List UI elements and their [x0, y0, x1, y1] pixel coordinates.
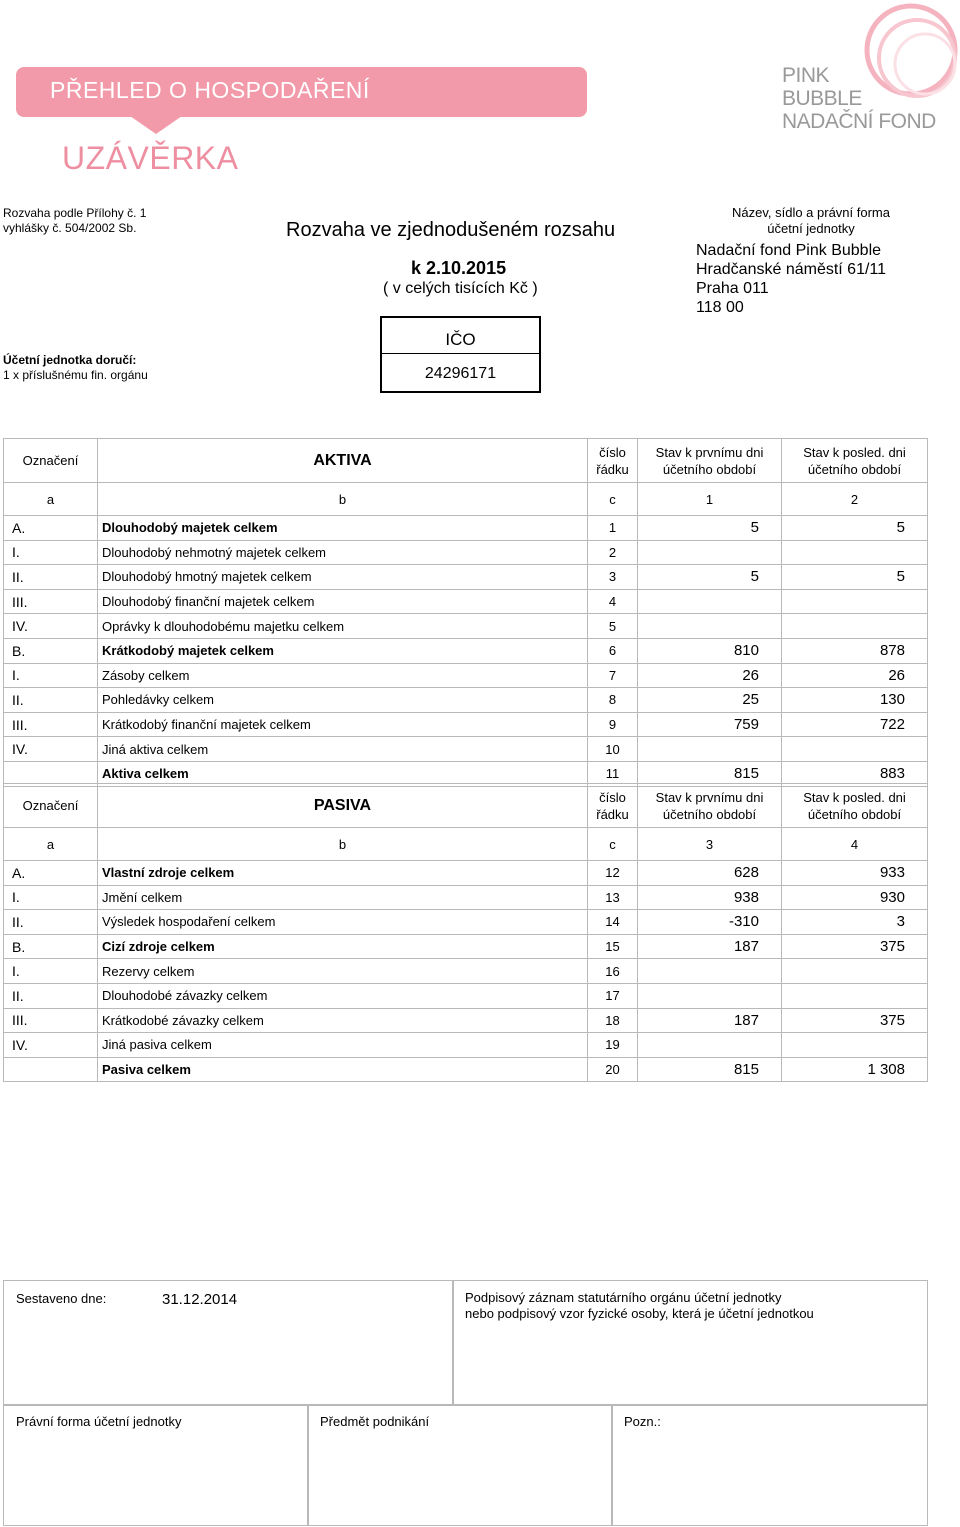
pasiva-row-value-first: 938 — [638, 885, 782, 910]
regulation-line-1: Rozvaha podle Přílohy č. 1 — [3, 206, 147, 220]
pasiva-row-value-last — [782, 959, 928, 984]
aktiva-row-name: Dlouhodobý hmotný majetek celkem — [98, 565, 588, 590]
aktiva-row-number: 5 — [588, 614, 638, 639]
aktiva-row-number: 1 — [588, 516, 638, 541]
note-box — [611, 1404, 928, 1526]
compiled-box — [3, 1280, 454, 1406]
aktiva-row — [4, 688, 928, 713]
aktiva-header-last: Stav k posled. dni účetního období — [782, 439, 928, 483]
aktiva-row — [4, 712, 928, 737]
logo-line-2: BUBBLE — [782, 87, 862, 110]
aktiva-row-mark: I. — [4, 540, 98, 565]
aktiva-header-num: číslo řádku — [588, 439, 638, 483]
signature-line-1: Podpisový záznam statutárního orgánu účetní jednotky — [465, 1290, 782, 1305]
pasiva-row-value-last — [782, 983, 928, 1008]
aktiva-row-value-first — [638, 737, 782, 762]
aktiva-row — [4, 516, 928, 541]
aktiva-row — [4, 737, 928, 762]
pasiva-header-title: PASIVA — [98, 784, 588, 828]
aktiva-row-mark: II. — [4, 565, 98, 590]
aktiva-row-name: Krátkodobý finanční majetek celkem — [98, 712, 588, 737]
aktiva-row-number: 8 — [588, 688, 638, 713]
pasiva-sub-a: a — [4, 828, 98, 861]
aktiva-row-value-last: 130 — [782, 688, 928, 713]
aktiva-row-mark: IV. — [4, 737, 98, 762]
aktiva-sub-1: 1 — [638, 483, 782, 516]
aktiva-row-mark: III. — [4, 589, 98, 614]
pasiva-header-num: číslo řádku — [588, 784, 638, 828]
aktiva-row-name: Aktiva celkem — [98, 761, 588, 786]
logo-line-1: PINK — [782, 64, 830, 87]
business-label: Předmět podnikání — [320, 1414, 430, 1429]
units-note: ( v celých tisících Kč ) — [383, 280, 538, 297]
aktiva-row-number: 10 — [588, 737, 638, 762]
aktiva-row-value-first: 759 — [638, 712, 782, 737]
aktiva-header-first: Stav k prvnímu dni účetního období — [638, 439, 782, 483]
pasiva-row-value-first — [638, 983, 782, 1008]
pasiva-row-value-first — [638, 959, 782, 984]
pasiva-row-value-first: 815 — [638, 1057, 782, 1082]
pasiva-row-name: Výsledek hospodaření celkem — [98, 910, 588, 935]
document-date: k 2.10.2015 — [411, 258, 507, 278]
signature-note — [465, 1290, 814, 1322]
aktiva-row-value-first: 5 — [638, 565, 782, 590]
signature-line-2: nebo podpisový vzor fyzické osoby, která je účetní jednotkou — [465, 1306, 814, 1321]
org-label-2: účetní jednotky — [767, 221, 855, 236]
aktiva-row-value-first: 26 — [638, 663, 782, 688]
pasiva-row-value-last: 375 — [782, 934, 928, 959]
pasiva-row-mark: I. — [4, 885, 98, 910]
aktiva-row-value-first: 815 — [638, 761, 782, 786]
document-title: Rozvaha ve zjednodušeném rozsahu — [286, 219, 616, 241]
aktiva-row-mark: A. — [4, 516, 98, 541]
pasiva-row-number: 15 — [588, 934, 638, 959]
ico-box — [380, 316, 541, 393]
aktiva-row-number: 7 — [588, 663, 638, 688]
aktiva-row — [4, 589, 928, 614]
pasiva-row-mark: IV. — [4, 1033, 98, 1058]
aktiva-row-value-first: 810 — [638, 638, 782, 663]
aktiva-subheader-row — [4, 483, 928, 516]
pasiva-row-name: Jiná pasiva celkem — [98, 1033, 588, 1058]
note-label: Pozn.: — [624, 1414, 661, 1429]
pasiva-row-name: Jmění celkem — [98, 885, 588, 910]
org-address — [696, 241, 886, 317]
business-box — [307, 1404, 613, 1526]
aktiva-sub-2: 2 — [782, 483, 928, 516]
aktiva-row-number: 2 — [588, 540, 638, 565]
aktiva-row-mark: III. — [4, 712, 98, 737]
org-label-1: Název, sídlo a právní forma — [732, 205, 890, 220]
regulation-line-2: vyhlášky č. 504/2002 Sb. — [3, 221, 137, 235]
org-name: Nadační fond Pink Bubble — [696, 242, 882, 259]
aktiva-header-mark: Označení — [4, 439, 98, 483]
ico-value: 24296171 — [424, 365, 497, 382]
pasiva-row-name: Rezervy celkem — [98, 959, 588, 984]
pasiva-header-first: Stav k prvnímu dni účetního období — [638, 784, 782, 828]
pasiva-row-value-last — [782, 1033, 928, 1058]
pasiva-header-row — [4, 784, 928, 828]
pasiva-subheader-row — [4, 828, 928, 861]
pasiva-row-mark: III. — [4, 1008, 98, 1033]
aktiva-row-number: 9 — [588, 712, 638, 737]
pasiva-row-mark: B. — [4, 934, 98, 959]
aktiva-row-value-first — [638, 540, 782, 565]
pasiva-sub-4: 4 — [782, 828, 928, 861]
aktiva-row-number: 6 — [588, 638, 638, 663]
pasiva-row-name: Dlouhodobé závazky celkem — [98, 983, 588, 1008]
aktiva-row-mark: IV. — [4, 614, 98, 639]
pasiva-row-number: 14 — [588, 910, 638, 935]
pasiva-row-mark: I. — [4, 959, 98, 984]
pasiva-sub-3: 3 — [638, 828, 782, 861]
aktiva-header-row — [4, 439, 928, 483]
pasiva-row-mark: II. — [4, 910, 98, 935]
aktiva-sub-a: a — [4, 483, 98, 516]
signature-box — [452, 1280, 928, 1406]
pasiva-row-value-last: 933 — [782, 861, 928, 886]
aktiva-row-name: Pohledávky celkem — [98, 688, 588, 713]
pasiva-row-value-first: 187 — [638, 934, 782, 959]
aktiva-row-value-last: 26 — [782, 663, 928, 688]
aktiva-row-name: Zásoby celkem — [98, 663, 588, 688]
aktiva-row-value-first: 25 — [638, 688, 782, 713]
pasiva-row-name: Cizí zdroje celkem — [98, 934, 588, 959]
aktiva-row-value-last: 883 — [782, 761, 928, 786]
aktiva-row — [4, 614, 928, 639]
aktiva-row-number: 4 — [588, 589, 638, 614]
pasiva-row — [4, 885, 928, 910]
pasiva-row — [4, 1008, 928, 1033]
pasiva-row-mark: A. — [4, 861, 98, 886]
aktiva-table — [3, 438, 928, 787]
pasiva-row-value-last: 3 — [782, 910, 928, 935]
pasiva-row — [4, 861, 928, 886]
aktiva-row-value-last — [782, 737, 928, 762]
pasiva-row-value-last: 375 — [782, 1008, 928, 1033]
pasiva-row — [4, 1057, 928, 1082]
pasiva-row — [4, 910, 928, 935]
pasiva-sub-b: b — [98, 828, 588, 861]
pasiva-row-number: 17 — [588, 983, 638, 1008]
pasiva-header-last: Stav k posled. dni účetního období — [782, 784, 928, 828]
logo-text — [782, 64, 936, 133]
pasiva-row-number: 13 — [588, 885, 638, 910]
pasiva-row-mark — [4, 1057, 98, 1082]
aktiva-row-mark: II. — [4, 688, 98, 713]
pasiva-row-number: 18 — [588, 1008, 638, 1033]
org-city: Praha 011 — [696, 280, 769, 297]
aktiva-row-value-last — [782, 614, 928, 639]
pasiva-row-value-first: 628 — [638, 861, 782, 886]
pasiva-row-number: 20 — [588, 1057, 638, 1082]
aktiva-row — [4, 540, 928, 565]
pasiva-row-mark: II. — [4, 983, 98, 1008]
aktiva-row — [4, 638, 928, 663]
pasiva-row-name: Vlastní zdroje celkem — [98, 861, 588, 886]
aktiva-row-name: Dlouhodobý finanční majetek celkem — [98, 589, 588, 614]
aktiva-row-mark: B. — [4, 638, 98, 663]
ico-label: IČO — [445, 330, 476, 349]
aktiva-row — [4, 663, 928, 688]
aktiva-row-name: Jiná aktiva celkem — [98, 737, 588, 762]
pasiva-row-value-last: 930 — [782, 885, 928, 910]
pasiva-row-value-first: -310 — [638, 910, 782, 935]
delivery-value: 1 x příslušnému fin. orgánu — [3, 368, 148, 382]
regulation-note — [3, 206, 146, 236]
pasiva-sub-c: c — [588, 828, 638, 861]
pasiva-row-value-first: 187 — [638, 1008, 782, 1033]
pasiva-table — [3, 783, 928, 1082]
aktiva-row-value-last: 878 — [782, 638, 928, 663]
aktiva-row — [4, 565, 928, 590]
pasiva-row-number: 16 — [588, 959, 638, 984]
aktiva-row-value-last: 722 — [782, 712, 928, 737]
compiled-date: 31.12.2014 — [162, 1291, 238, 1308]
pasiva-row-name: Pasiva celkem — [98, 1057, 588, 1082]
aktiva-row-value-last — [782, 589, 928, 614]
aktiva-header-title: AKTIVA — [98, 439, 588, 483]
pasiva-row — [4, 959, 928, 984]
aktiva-sub-b: b — [98, 483, 588, 516]
aktiva-row-number: 11 — [588, 761, 638, 786]
aktiva-row-name: Oprávky k dlouhodobému majetku celkem — [98, 614, 588, 639]
pasiva-row — [4, 983, 928, 1008]
aktiva-row-value-first — [638, 614, 782, 639]
aktiva-row-name: Dlouhodobý nehmotný majetek celkem — [98, 540, 588, 565]
legal-form-box — [3, 1404, 309, 1526]
compiled-label: Sestaveno dne: — [16, 1291, 107, 1306]
pasiva-row — [4, 934, 928, 959]
aktiva-row-value-first — [638, 589, 782, 614]
pasiva-row-number: 19 — [588, 1033, 638, 1058]
org-label — [700, 205, 922, 237]
aktiva-row-name: Krátkodobý majetek celkem — [98, 638, 588, 663]
subtitle: UZÁVĚRKA — [62, 140, 239, 176]
logo-line-3: NADAČNÍ FOND — [782, 110, 936, 133]
pasiva-row-name: Krátkodobé závazky celkem — [98, 1008, 588, 1033]
aktiva-row-number: 3 — [588, 565, 638, 590]
pasiva-row-value-last: 1 308 — [782, 1057, 928, 1082]
pasiva-row-number: 12 — [588, 861, 638, 886]
aktiva-row-mark: I. — [4, 663, 98, 688]
pasiva-header-mark: Označení — [4, 784, 98, 828]
org-street: Hradčanské náměstí 61/11 — [696, 261, 887, 278]
banner-arrow — [130, 116, 182, 134]
pasiva-row-value-first — [638, 1033, 782, 1058]
aktiva-row-value-first: 5 — [638, 516, 782, 541]
aktiva-row-value-last: 5 — [782, 516, 928, 541]
pasiva-row — [4, 1033, 928, 1058]
aktiva-sub-c: c — [588, 483, 638, 516]
org-zip: 118 00 — [696, 299, 744, 316]
legal-form-label: Právní forma účetní jednotky — [16, 1414, 182, 1429]
aktiva-row-value-last: 5 — [782, 565, 928, 590]
aktiva-row-name: Dlouhodobý majetek celkem — [98, 516, 588, 541]
banner-title: PŘEHLED O HOSPODAŘENÍ — [50, 77, 370, 103]
delivery-label: Účetní jednotka doručí: — [3, 353, 137, 367]
aktiva-row-value-last — [782, 540, 928, 565]
delivery-note — [3, 353, 148, 383]
